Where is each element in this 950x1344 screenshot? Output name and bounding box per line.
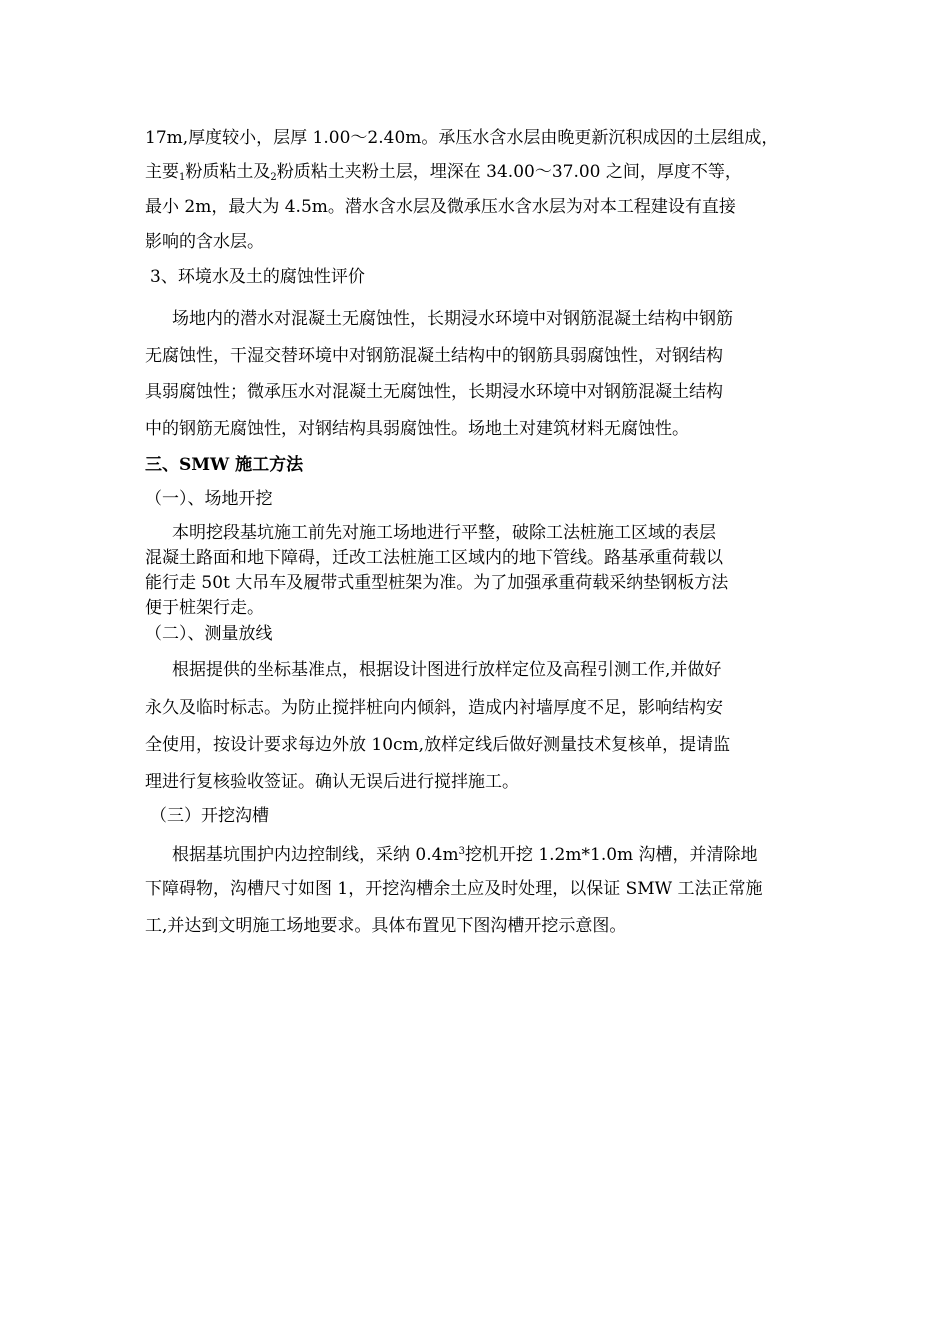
paragraph-line: 永久及临时标志。为防止搅拌桩向内倾斜，造成内衬墙厚度不足，影响结构安 bbox=[145, 698, 723, 718]
paragraph-line bbox=[172, 841, 758, 866]
paragraph-line: 中的钢筋无腐蚀性，对钢结构具弱腐蚀性。场地土对建筑材料无腐蚀性。 bbox=[145, 419, 689, 439]
paragraph-line: 根据提供的坐标基准点，根据设计图进行放样定位及高程引测工作,并做好 bbox=[172, 660, 722, 680]
text-run: 根据基坑围护内边控制线，采纳 0.4m bbox=[172, 845, 459, 865]
subscript: 2 bbox=[270, 172, 277, 183]
paragraph-line: 下障碍物，沟槽尺寸如图 1，开挖沟槽余土应及时处理，以保证 SMW 工法正常施 bbox=[145, 879, 763, 899]
paragraph-line: 场地内的潜水对混凝土无腐蚀性，长期浸水环境中对钢筋混凝土结构中钢筋 bbox=[172, 309, 733, 329]
text-run: 粉质粘土夹粉土层，埋深在 34.00～37.00 之间，厚度不等， bbox=[276, 162, 742, 182]
subscript: 1 bbox=[179, 172, 186, 183]
paragraph-line: 能行走 50t 大吊车及履带式重型桩架为准。为了加强承重荷载采纳垫钢板方法 bbox=[145, 573, 729, 593]
text-run: 粉质粘土及 bbox=[185, 162, 271, 182]
section-heading: 3、环境水及土的腐蚀性评价 bbox=[150, 267, 365, 287]
subsection-heading: （一）、场地开挖 bbox=[145, 489, 273, 509]
paragraph-line: 工,并达到文明施工场地要求。具体布置见下图沟槽开挖示意图。 bbox=[145, 916, 627, 936]
paragraph-line: 理进行复核验收签证。确认无误后进行搅拌施工。 bbox=[145, 772, 519, 792]
paragraph-line: 最小 2m，最大为 4.5m。潜水含水层及微承压水含水层为对本工程建设有直接 bbox=[145, 197, 736, 217]
paragraph-line: 无腐蚀性，干湿交替环境中对钢筋混凝土结构中的钢筋具弱腐蚀性，对钢结构 bbox=[145, 346, 723, 366]
paragraph-line: 影响的含水层。 bbox=[145, 232, 264, 252]
paragraph-line: 具弱腐蚀性；微承压水对混凝土无腐蚀性，长期浸水环境中对钢筋混凝土结构 bbox=[145, 382, 723, 402]
paragraph-line: 全使用，按设计要求每边外放 10cm,放样定线后做好测量技术复核单，提请监 bbox=[145, 735, 731, 755]
superscript: 3 bbox=[458, 846, 465, 857]
text-run: 主要 bbox=[145, 162, 179, 182]
paragraph-line: 混凝土路面和地下障碍，迁改工法桩施工区域内的地下管线。路基承重荷载以 bbox=[145, 548, 723, 568]
paragraph-line: 17m,厚度较小，层厚 1.00～2.40m。承压水含水层由晚更新沉积成因的土层组成， bbox=[145, 128, 779, 148]
subsection-heading: （三）开挖沟槽 bbox=[150, 806, 269, 826]
subsection-heading: （二）、测量放线 bbox=[145, 624, 273, 644]
chapter-heading: 三、SMW 施工方法 bbox=[145, 455, 304, 475]
text-run: 挖机开挖 1.2m*1.0m 沟槽，并清除地 bbox=[464, 845, 758, 865]
paragraph-line bbox=[145, 161, 742, 189]
paragraph-line: 便于桩架行走。 bbox=[145, 598, 264, 618]
paragraph-line: 本明挖段基坑施工前先对施工场地进行平整，破除工法桩施工区域的表层 bbox=[172, 523, 716, 543]
